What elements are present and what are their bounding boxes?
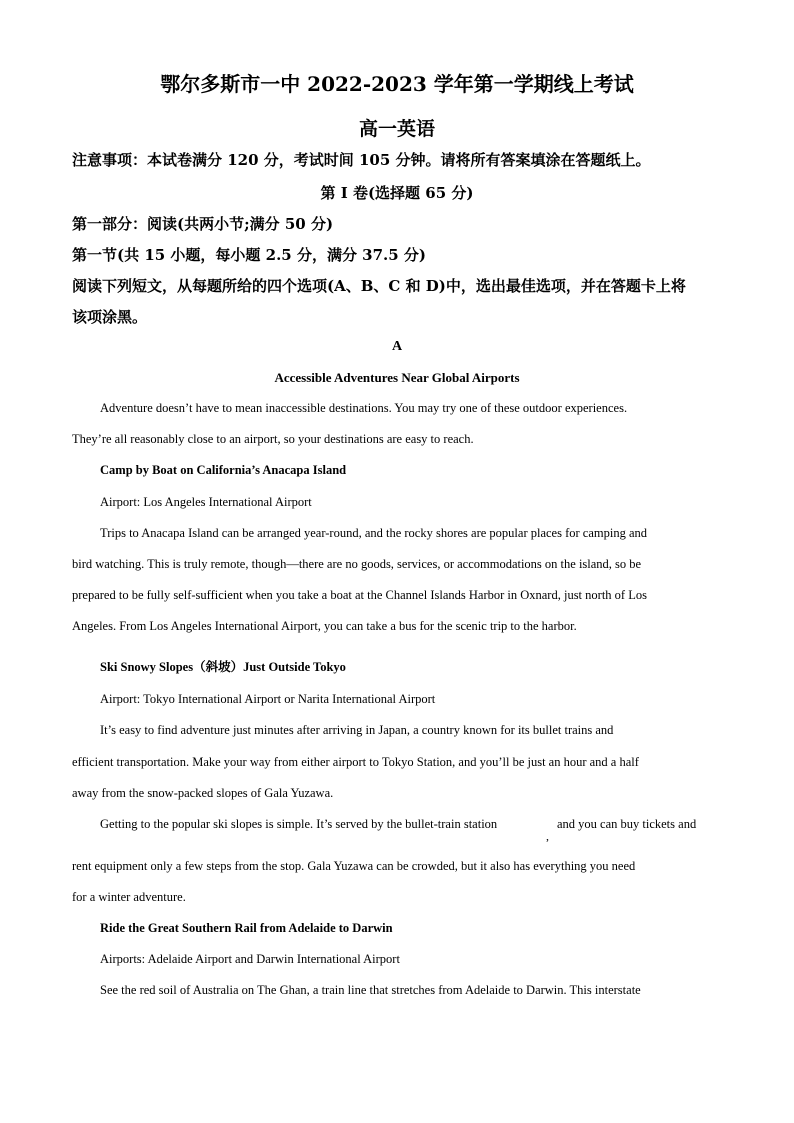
passage-title: Accessible Adventures Near Global Airports: [274, 370, 520, 385]
exam-subject: 高一英语: [358, 118, 435, 140]
section-1-line: Angeles. From Los Angeles International Airport, you can take a bus for the scenic trip to the harbor.: [72, 619, 577, 633]
section-2-line: rent equipment only a few steps from the stop. Gala Yuzawa can be crowded, but it also has everything you need: [72, 859, 636, 873]
section-3-heading: Ride the Great Southern Rail from Adelaide to Darwin: [100, 921, 393, 935]
section-2-line: away from the snow-packed slopes of Gala Yuzawa.: [72, 786, 334, 800]
section-2-airport: Airport: Tokyo International Airport or Narita International Airport: [100, 692, 436, 706]
section-1-line: bird watching. This is truly remote, though—there are no goods, services, or accommodations on the island, so be: [72, 557, 642, 571]
directions-line-2: 该项涂黑。: [72, 308, 148, 326]
section-3-airport: Airports: Adelaide Airport and Darwin International Airport: [100, 952, 400, 966]
volume-heading: 第 I 卷(选择题 65 分): [320, 184, 474, 202]
section-2-p2-line-start: Getting to the popular ski slopes is simple. It’s served by the bullet-train station: [100, 817, 498, 831]
section-1-heading: Camp by Boat on California’s Anacapa Island: [100, 463, 347, 477]
section-1-line: Trips to Anacapa Island can be arranged year-round, and the rocky shores are popular places for camping and: [100, 526, 648, 540]
section-2-line: efficient transportation. Make your way from either airport to Tokyo Station, and you’ll be just an hour and a half: [72, 755, 639, 769]
notice-text: 注意事项：本试卷满分 120 分，考试时间 105 分钟。请将所有答案填涂在答题纸上。: [72, 151, 651, 169]
section-2-heading: Ski Snowy Slopes（斜坡）Just Outside Tokyo: [100, 660, 346, 674]
stray-comma: ,: [546, 829, 549, 843]
exam-title: 鄂尔多斯市一中 2022-2023 学年第一学期线上考试: [160, 72, 634, 96]
section-2-line: for a winter adventure.: [72, 890, 186, 904]
section-2-line: It’s easy to find adventure just minutes after arriving in Japan, a country known for its bullet trains and: [100, 723, 614, 737]
directions-line-1: 阅读下列短文，从每题所给的四个选项(A、B、C 和 D)中，选出最佳选项，并在答题卡上将: [72, 277, 686, 295]
section-2-p2-line-end: and you can buy tickets and: [557, 817, 697, 831]
section-3-line: See the red soil of Australia on The Ghan, a train line that stretches from Adelaide to Darwin. This interstate: [100, 983, 641, 997]
section-1-airport: Airport: Los Angeles International Airport: [100, 495, 312, 509]
intro-line-2: They’re all reasonably close to an airport, so your destinations are easy to reach.: [72, 432, 474, 446]
part-heading: 第一部分：阅读(共两小节;满分 50 分): [72, 215, 334, 233]
section-1-line: prepared to be fully self-sufficient when you take a boat at the Channel Islands Harbor in Oxnard, just north of Los: [72, 588, 647, 602]
section-heading: 第一节(共 15 小题，每小题 2.5 分，满分 37.5 分): [72, 246, 427, 264]
passage-letter: A: [391, 339, 403, 354]
intro-line-1: Adventure doesn’t have to mean inaccessible destinations. You may try one of these outdoor experiences.: [100, 401, 628, 415]
